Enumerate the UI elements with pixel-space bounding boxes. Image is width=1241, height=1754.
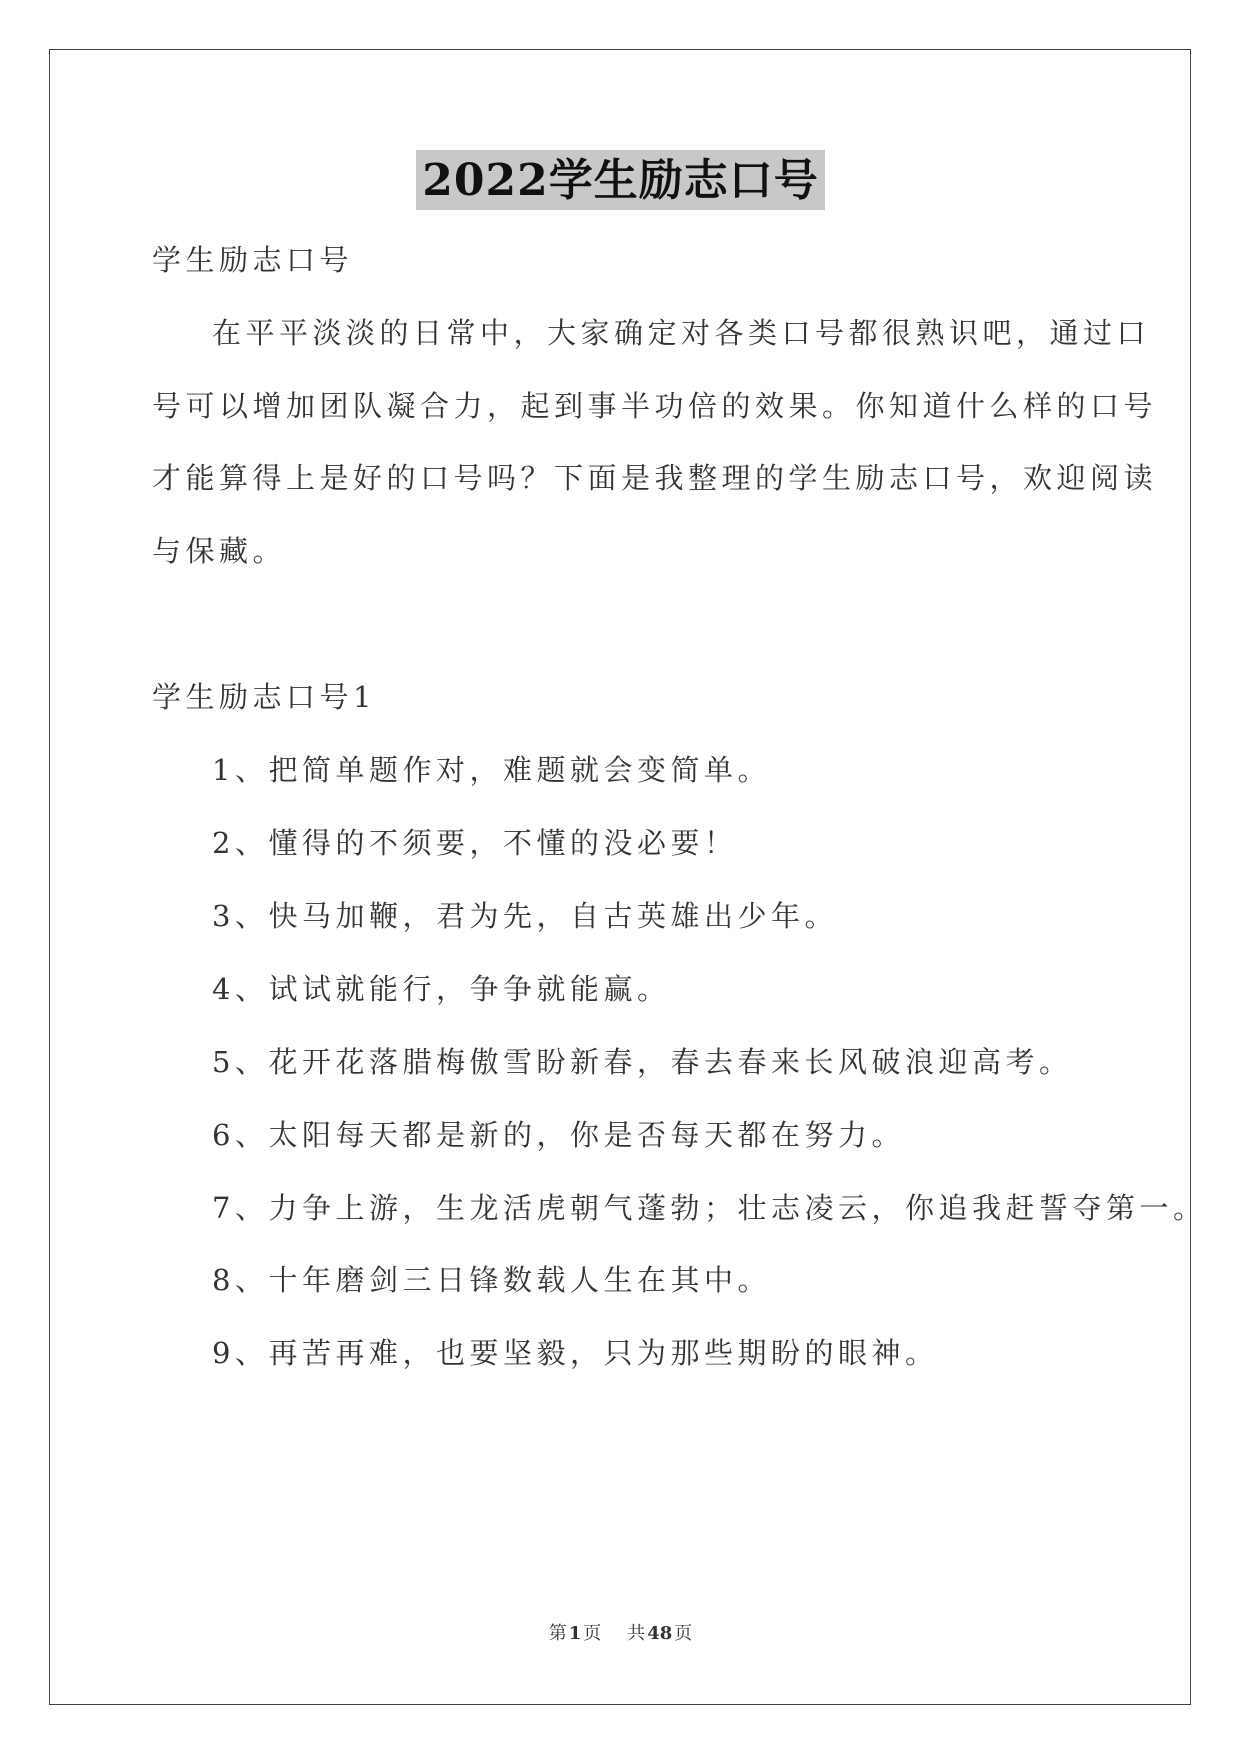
document-title: 2022学生励志口号 bbox=[416, 150, 824, 210]
slogan-item: 2、懂得的不须要，不懂的没必要！ bbox=[212, 826, 738, 860]
slogan-item: 9、再苦再难，也要坚毅，只为那些期盼的眼神。 bbox=[212, 1336, 939, 1370]
slogan-item: 5、花开花落腊梅傲雪盼新春，春去春来长风破浪迎高考。 bbox=[212, 1045, 1073, 1079]
footer-page-number: 1 bbox=[568, 1623, 582, 1644]
slogan-item: 7、力争上游，生龙活虎朝气蓬勃；壮志凌云，你追我赶誓夺第一。 bbox=[212, 1191, 1207, 1225]
subtitle: 学生励志口号 bbox=[152, 243, 354, 277]
intro-line-1: 在平平淡淡的日常中，大家确定对各类口号都很熟识吧，通过口 bbox=[212, 316, 1151, 350]
document-title-container bbox=[0, 150, 1241, 210]
intro-line-3: 才能算得上是好的口号吗？下面是我整理的学生励志口号，欢迎阅读 bbox=[152, 461, 1158, 495]
page-border bbox=[49, 49, 1191, 1705]
slogan-item: 8、十年磨剑三日锋数载人生在其中。 bbox=[212, 1263, 771, 1297]
footer-page-suffix: 页 bbox=[583, 1623, 602, 1644]
footer-total-suffix: 页 bbox=[674, 1623, 693, 1644]
footer-total-pages: 48 bbox=[647, 1623, 673, 1644]
page-footer bbox=[0, 1622, 1241, 1646]
intro-line-4: 与保藏。 bbox=[152, 534, 287, 568]
slogan-item: 6、太阳每天都是新的，你是否每天都在努力。 bbox=[212, 1118, 905, 1152]
slogan-item: 3、快马加鞭，君为先，自古英雄出少年。 bbox=[212, 899, 838, 933]
footer-page-prefix: 第 bbox=[548, 1623, 567, 1644]
slogan-item: 4、试试就能行，争争就能赢。 bbox=[212, 972, 671, 1006]
footer-total-prefix: 共 bbox=[627, 1623, 646, 1644]
slogan-item: 1、把简单题作对，难题就会变简单。 bbox=[212, 753, 771, 787]
intro-line-2: 号可以增加团队凝合力，起到事半功倍的效果。你知道什么样的口号 bbox=[152, 389, 1158, 423]
section-heading: 学生励志口号1 bbox=[152, 680, 376, 714]
